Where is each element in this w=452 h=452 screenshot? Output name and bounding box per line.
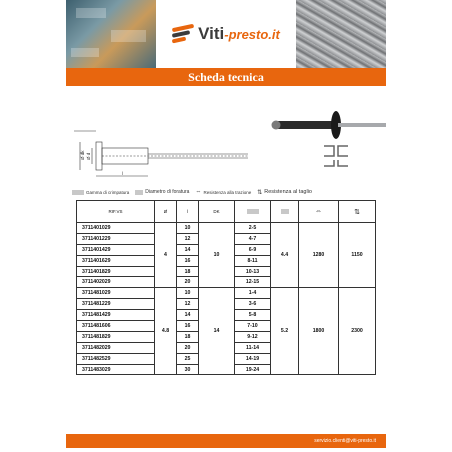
technical-sheet xyxy=(66,0,386,452)
length-cell: 14 xyxy=(177,310,199,321)
length-cell: 16 xyxy=(177,255,199,266)
length-cell: 16 xyxy=(177,321,199,332)
length-cell: 20 xyxy=(177,277,199,288)
product-code-cell: 3711481229 xyxy=(77,299,155,310)
grip-range-cell: 11-14 xyxy=(235,342,271,353)
col-header-code: RIF.VS xyxy=(77,201,155,223)
length-cell: 30 xyxy=(177,364,199,375)
grip-range-cell: 10-13 xyxy=(235,266,271,277)
brand-name-main: Viti xyxy=(198,24,225,43)
product-code-cell: 3711402029 xyxy=(77,277,155,288)
grip-range-cell: 4-7 xyxy=(235,233,271,244)
sheet-title: Scheda tecnica xyxy=(66,68,386,86)
product-code-cell: 3711401629 xyxy=(77,255,155,266)
grip-range-cell: 3-6 xyxy=(235,299,271,310)
grip-range-cell: 8-11 xyxy=(235,255,271,266)
installed-rivet-icon xyxy=(324,146,348,166)
screws-photo xyxy=(296,0,386,68)
length-cell: 12 xyxy=(177,233,199,244)
tensile-strength-cell: 1280 xyxy=(299,223,339,288)
col-header-diameter: Ø xyxy=(155,201,177,223)
length-cell: 10 xyxy=(177,223,199,234)
length-cell: 14 xyxy=(177,244,199,255)
product-code-cell: 3711482529 xyxy=(77,353,155,364)
tensile-strength-cell: 1800 xyxy=(299,288,339,375)
tools-photo xyxy=(66,0,156,68)
col-header-hole xyxy=(271,201,299,223)
grip-range-cell: 7-10 xyxy=(235,321,271,332)
drill-hole-icon xyxy=(135,190,143,195)
dk-cell: 10 xyxy=(199,223,235,288)
shear-strength-cell: 1150 xyxy=(339,223,376,288)
product-code-cell: 3711401229 xyxy=(77,233,155,244)
product-code-cell: 3711401029 xyxy=(77,223,155,234)
grip-range-cell: 14-19 xyxy=(235,353,271,364)
legend-label: Resistenza al taglio xyxy=(264,189,312,195)
table-row xyxy=(77,223,376,234)
length-cell: 10 xyxy=(177,288,199,299)
grip-range-cell: 9-12 xyxy=(235,331,271,342)
legend-item-drill xyxy=(135,189,189,195)
l-dimension-label: l xyxy=(122,171,123,176)
dk-cell: 14 xyxy=(199,288,235,375)
diameter-cell: 4 xyxy=(155,223,177,288)
legend-item-grip xyxy=(72,190,129,195)
grip-range-cell: 1-4 xyxy=(235,288,271,299)
table-row xyxy=(77,288,376,299)
spec-table xyxy=(76,200,376,375)
col-header-shear xyxy=(339,201,376,223)
grip-range-cell: 2-5 xyxy=(235,223,271,234)
d-dimension-label: Ø d xyxy=(86,152,91,160)
brand-logo[interactable] xyxy=(156,0,296,68)
length-cell: 25 xyxy=(177,353,199,364)
shear-strength-cell: 2300 xyxy=(339,288,376,375)
legend-label: Resistenza alla trazione xyxy=(203,189,252,195)
hole-diameter-cell: 4.4 xyxy=(271,223,299,288)
product-code-cell: 3711481829 xyxy=(77,331,155,342)
rivet-render xyxy=(272,111,387,139)
product-code-cell: 3711401829 xyxy=(77,266,155,277)
product-code-cell: 3711482029 xyxy=(77,342,155,353)
brand-name xyxy=(198,24,280,44)
product-code-cell: 3711401429 xyxy=(77,244,155,255)
legend-item-tensile xyxy=(195,189,251,195)
header-banner xyxy=(66,0,386,68)
length-cell: 18 xyxy=(177,266,199,277)
tensile-icon: ⇔ xyxy=(315,208,322,215)
col-header-grip xyxy=(235,201,271,223)
grip-range-cell: 5-8 xyxy=(235,310,271,321)
col-header-tensile xyxy=(299,201,339,223)
length-cell: 18 xyxy=(177,331,199,342)
shear-icon: ⇅ xyxy=(354,208,360,216)
grip-range-cell: 6-9 xyxy=(235,244,271,255)
grip-range-cell: 12-15 xyxy=(235,277,271,288)
hole-diameter-cell: 5.2 xyxy=(271,288,299,375)
col-header-length: l xyxy=(177,201,199,223)
footer xyxy=(66,434,386,448)
contact-email-link[interactable]: servizio.clienti@viti-presto.it xyxy=(314,438,376,444)
legend xyxy=(66,186,386,198)
diameter-cell: 4.8 xyxy=(155,288,177,375)
legend-label: Gamma di crimpatura xyxy=(86,189,130,195)
product-code-cell: 3711481429 xyxy=(77,310,155,321)
length-cell: 12 xyxy=(177,299,199,310)
dk-dimension-label: Ø dk xyxy=(80,150,85,160)
rivet-drawing xyxy=(66,96,386,178)
product-code-cell: 3711481606 xyxy=(77,321,155,332)
legend-item-shear xyxy=(257,189,312,196)
col-header-dk: DK xyxy=(199,201,235,223)
grip-range-cell: 19-24 xyxy=(235,364,271,375)
product-code-cell: 3711483029 xyxy=(77,364,155,375)
drill-hole-icon xyxy=(281,209,289,214)
length-cell: 20 xyxy=(177,342,199,353)
rivet-section-drawing xyxy=(74,131,248,176)
grip-range-icon xyxy=(72,190,84,195)
grip-range-icon xyxy=(247,209,259,214)
tensile-icon: ⇔ xyxy=(195,189,202,195)
product-code-cell: 3711481029 xyxy=(77,288,155,299)
logo-swoosh-icon xyxy=(172,23,194,45)
shear-icon: ⇅ xyxy=(257,189,263,196)
brand-name-suffix: -presto.it xyxy=(224,27,280,42)
legend-label: Diametro di foratura xyxy=(145,189,190,195)
